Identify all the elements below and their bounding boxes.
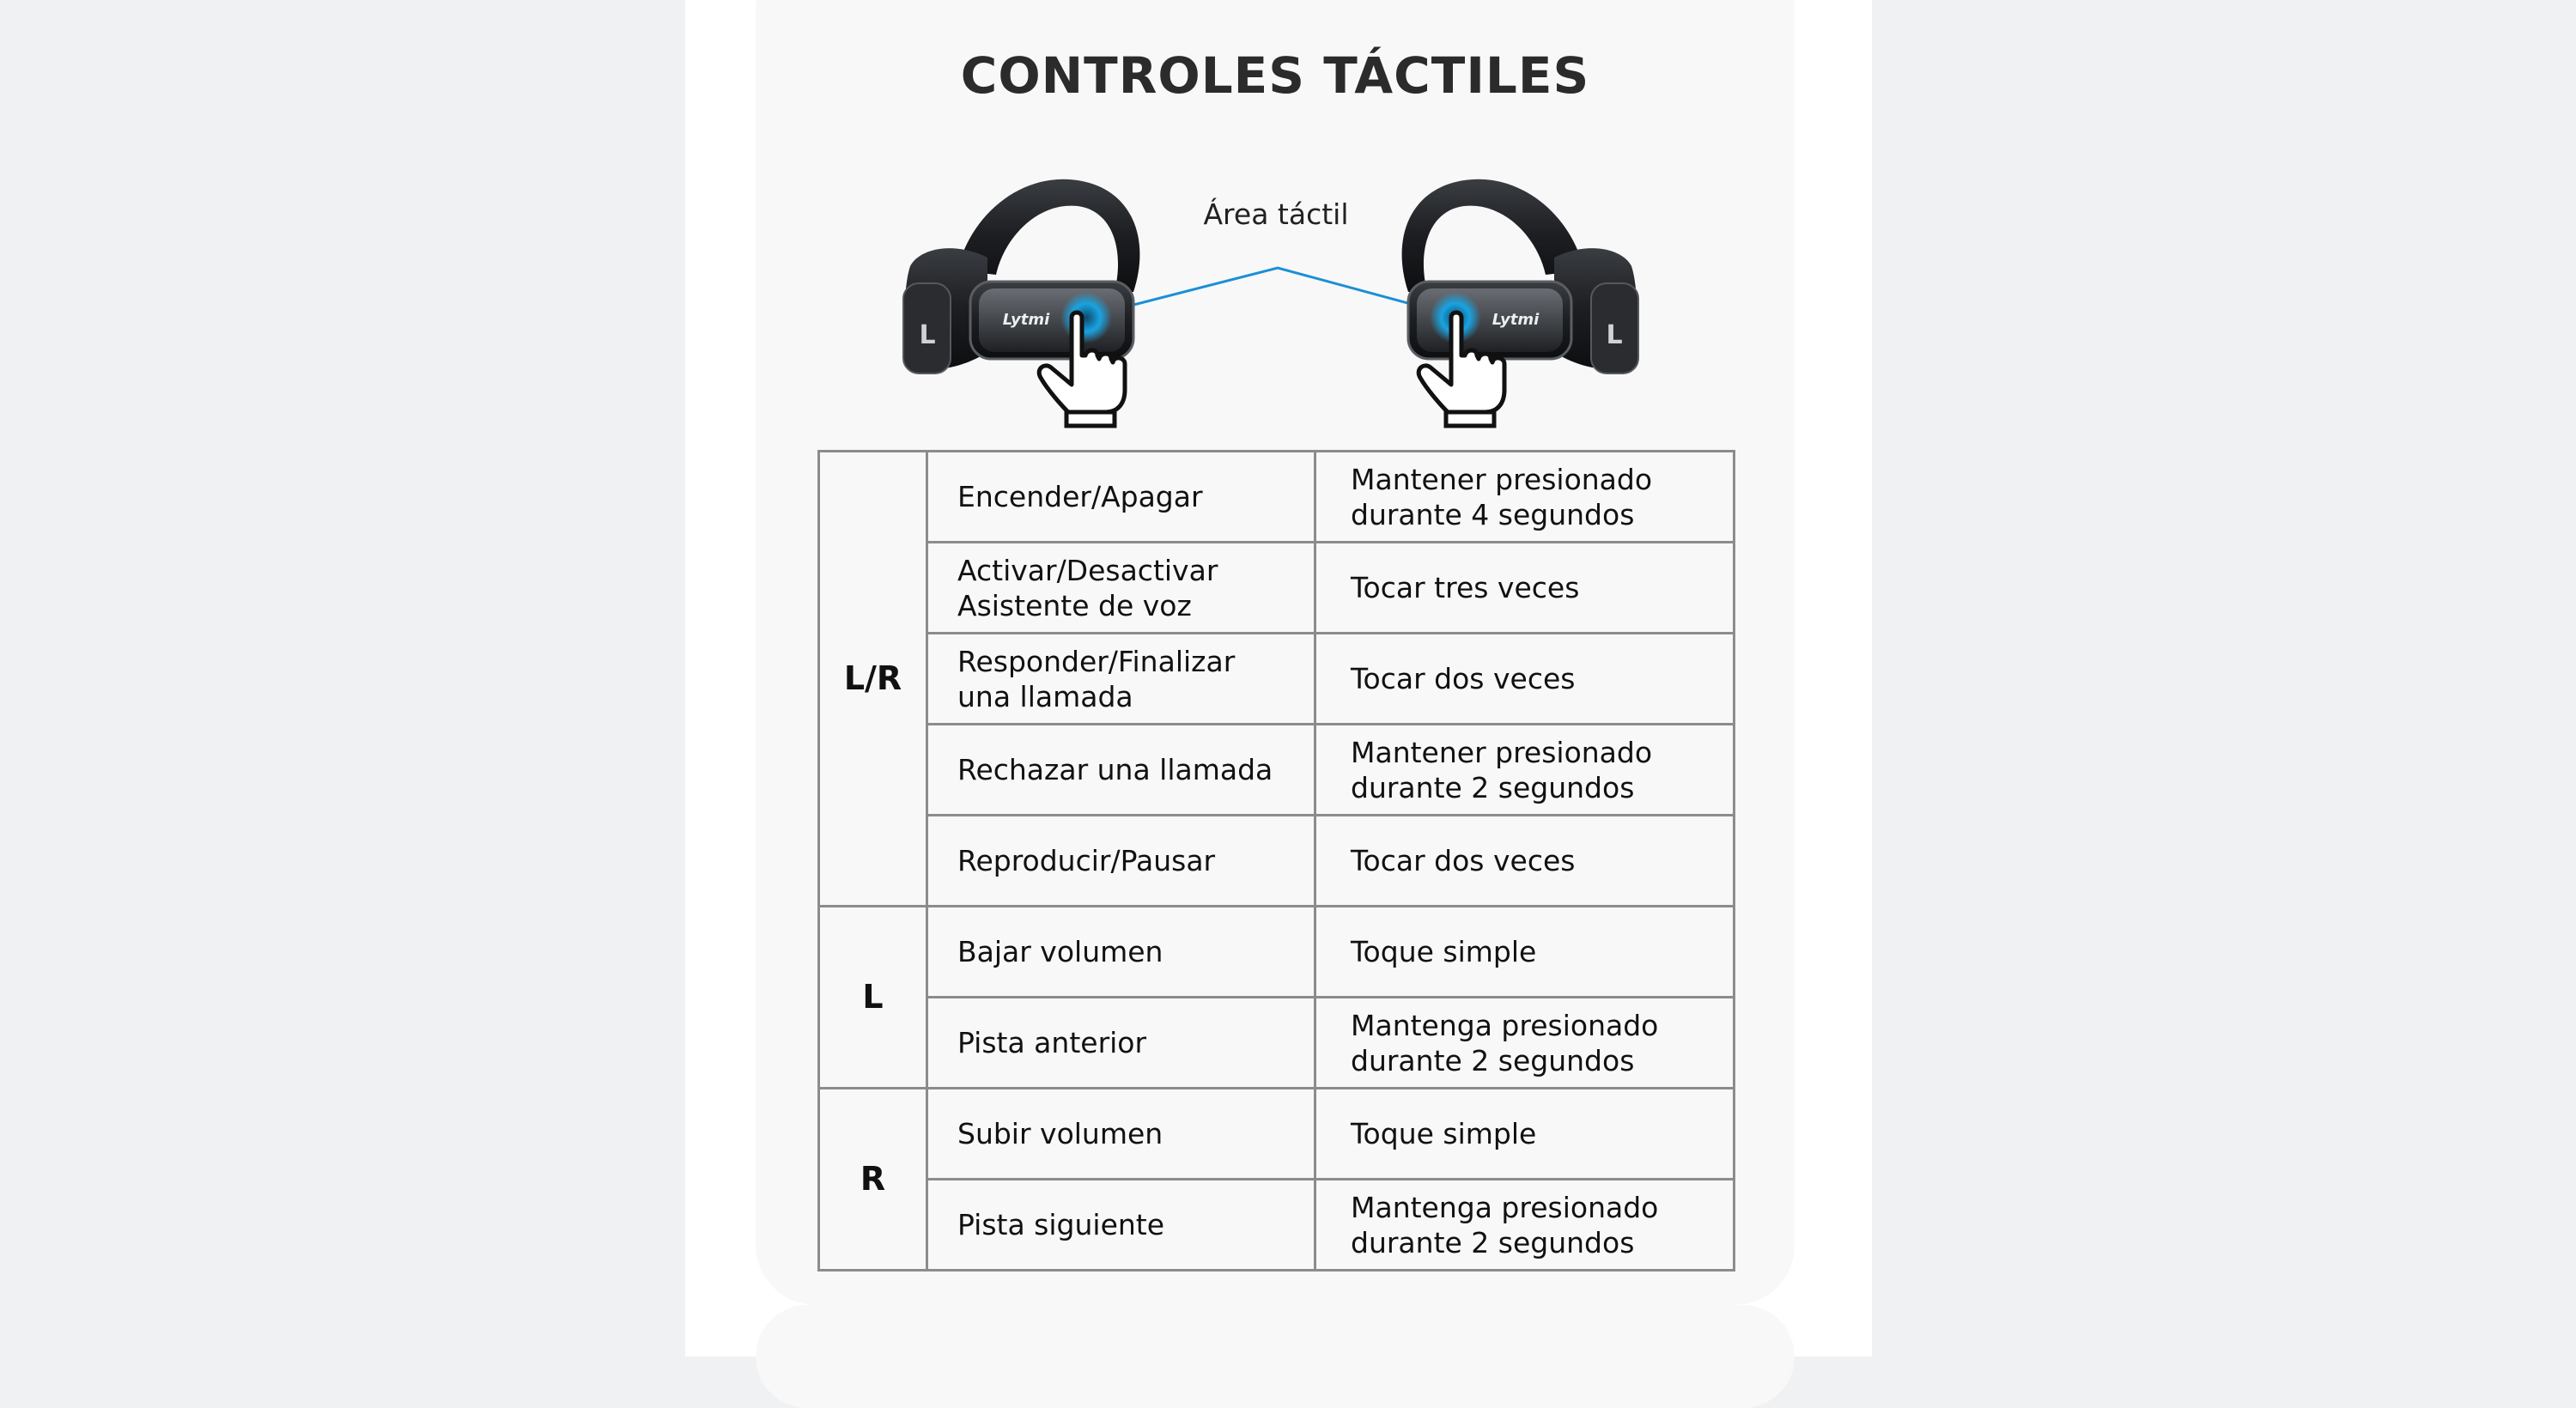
- table-row: [819, 725, 1735, 816]
- table-row: [819, 998, 1735, 1089]
- action-cell: Activar/Desactivar Asistente de voz: [927, 543, 1315, 634]
- gesture-cell: Tocar dos veces: [1315, 816, 1735, 907]
- action-cell: Responder/Finalizar una llamada: [927, 634, 1315, 725]
- action-cell: Reproducir/Pausar: [927, 816, 1315, 907]
- table-row: [819, 816, 1735, 907]
- group-label-r: R: [819, 1089, 927, 1271]
- svg-text:L: L: [1606, 320, 1623, 350]
- action-cell: Encender/Apagar: [927, 452, 1315, 543]
- left-earbud-icon: [903, 179, 1139, 426]
- gesture-cell: Mantener presionado durante 4 segundos: [1315, 452, 1735, 543]
- next-card: [756, 1305, 1795, 1408]
- svg-text:Lytmi: Lytmi: [1492, 311, 1540, 329]
- action-cell: Bajar volumen: [927, 907, 1315, 998]
- table-row: [819, 1180, 1735, 1271]
- table-row: [819, 1089, 1735, 1180]
- touch-controls-table: [817, 450, 1735, 1271]
- svg-text:Lytmi: Lytmi: [1002, 311, 1050, 329]
- gesture-cell: Tocar tres veces: [1315, 543, 1735, 634]
- right-earbud-icon: [1402, 179, 1638, 426]
- action-cell: Pista siguiente: [927, 1180, 1315, 1271]
- gesture-cell: Mantenga presionado durante 2 segundos: [1315, 1180, 1735, 1271]
- action-cell: Rechazar una llamada: [927, 725, 1315, 816]
- svg-text:L: L: [919, 320, 936, 350]
- action-cell: Subir volumen: [927, 1089, 1315, 1180]
- table-row: [819, 634, 1735, 725]
- gesture-cell: Toque simple: [1315, 1089, 1735, 1180]
- gesture-cell: Toque simple: [1315, 907, 1735, 998]
- gesture-cell: Tocar dos veces: [1315, 634, 1735, 725]
- table-row: [819, 452, 1735, 543]
- action-cell: Pista anterior: [927, 998, 1315, 1089]
- page-title: CONTROLES TÁCTILES: [960, 46, 1590, 105]
- gesture-cell: Mantenga presionado durante 2 segundos: [1315, 998, 1735, 1089]
- touch-area-label: Área táctil: [1203, 197, 1349, 231]
- group-label-lr: L/R: [819, 452, 927, 907]
- table-row: [819, 907, 1735, 998]
- gesture-cell: Mantener presionado durante 2 segundos: [1315, 725, 1735, 816]
- table-row: [819, 543, 1735, 634]
- group-label-l: L: [819, 907, 927, 1089]
